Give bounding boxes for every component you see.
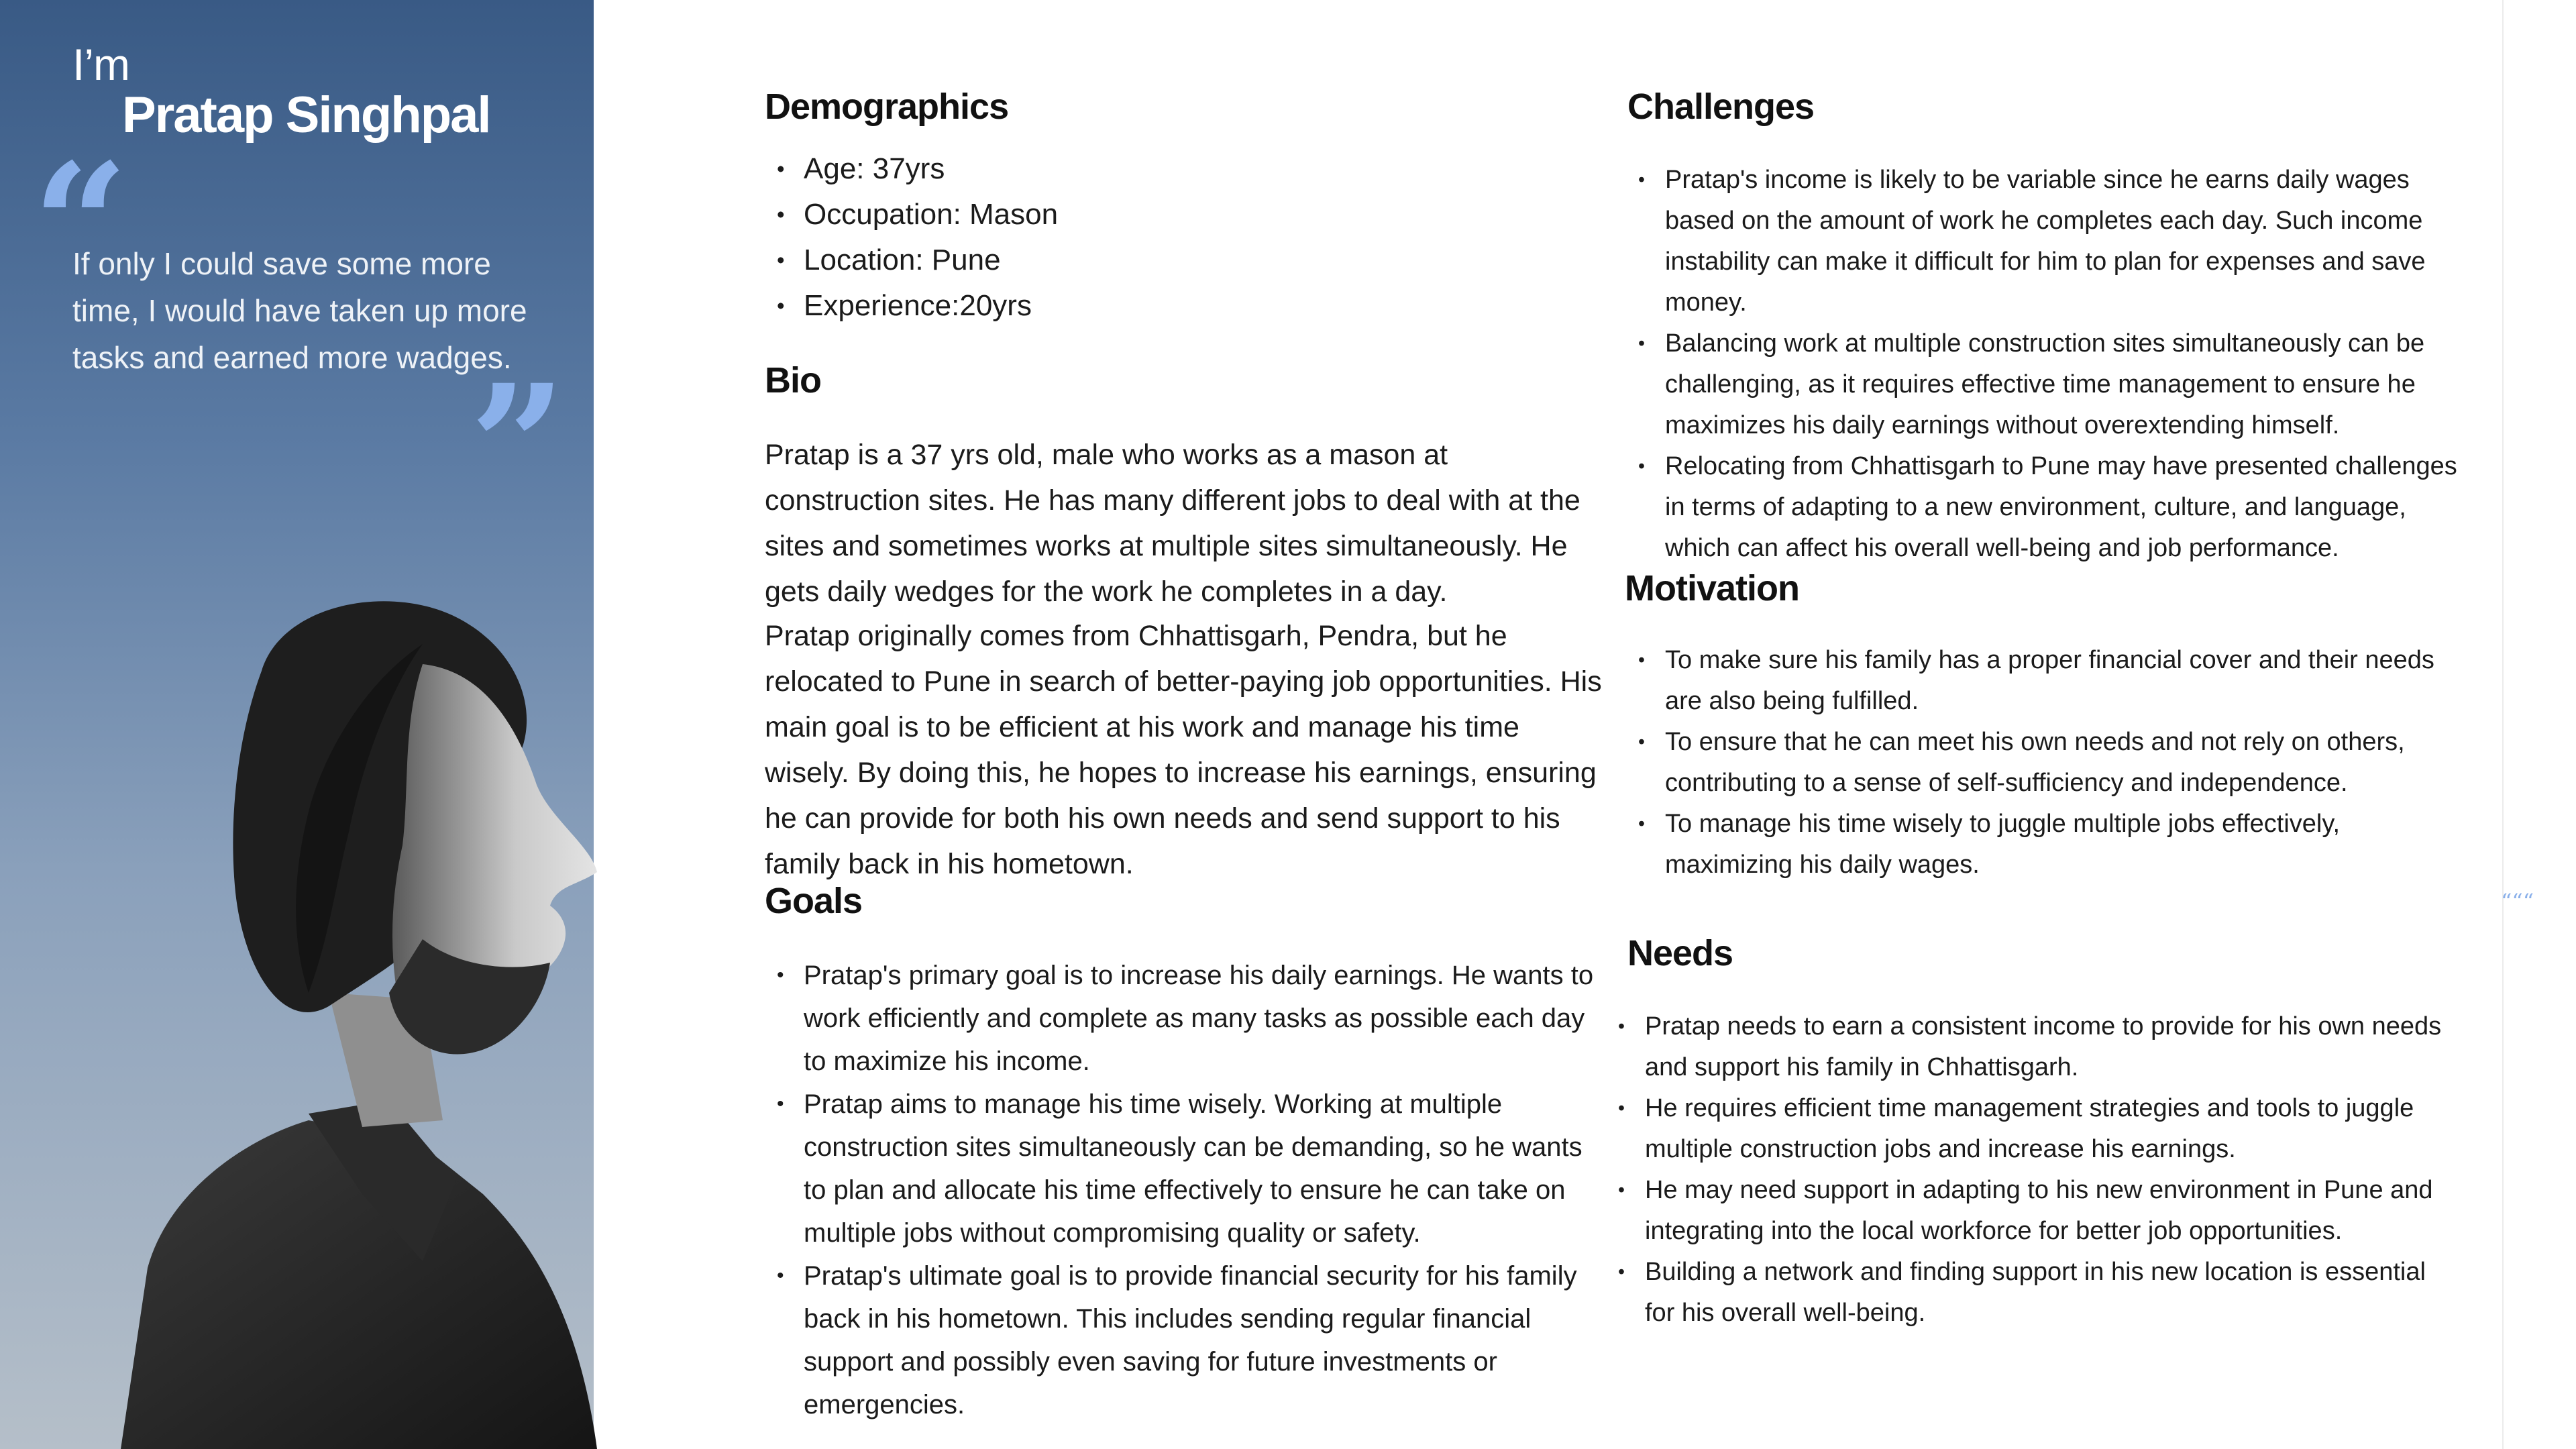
demographics-item-experience: • Experience:20yrs <box>765 283 1058 329</box>
bio-paragraph: Pratap is a 37 yrs old, male who works as a mason at construction sites. He has many different jobs to deal with at the sites and sometimes works at multiple sites simultaneously. He gets daily wedges for the work he completes in a day. <box>765 439 1580 608</box>
needs-item: • Building a network and finding support in his new location is essential for his overall well-being. <box>1606 1252 2451 1334</box>
needs-item: • He requires efficient time management strategies and tools to juggle multiple construction jobs and increase his earnings. <box>1606 1088 2451 1170</box>
motivation-item: • To manage his time wisely to juggle multiple jobs effectively, maximizing his daily wages. <box>1626 804 2458 885</box>
bio-heading: Bio <box>765 360 821 400</box>
demographics-item-age: • Age: 37yrs <box>765 146 1058 192</box>
goals-heading: Goals <box>765 881 863 921</box>
demographics-heading: Demographics <box>765 87 1009 127</box>
persona-portrait <box>107 590 751 1449</box>
needs-heading: Needs <box>1627 933 1733 973</box>
hero-intro: I’m <box>72 40 129 89</box>
needs-item: • He may need support in adapting to his new environment in Pune and integrating into the local workforce for better job opportunities. <box>1606 1170 2451 1252</box>
goals-item: • Pratap's primary goal is to increase his daily earnings. He wants to work efficiently and complete as many tasks as possible each day to maximize his income. <box>765 954 1597 1083</box>
challenges-list <box>1626 160 2458 569</box>
challenges-item: • Pratap's income is likely to be variable since he earns daily wages based on the amount of work he completes each day. Such income instability can make it difficult for him to plan for expenses and save money. <box>1626 160 2458 323</box>
demographics-item-occupation: • Occupation: Mason <box>765 192 1058 237</box>
page-edge-divider <box>2502 0 2504 1449</box>
close-quote-icon: ” <box>470 347 566 545</box>
goals-list <box>765 954 1597 1426</box>
open-quote-icon: “ <box>32 126 129 323</box>
goals-item: • Pratap's ultimate goal is to provide financial security for his family back in his hometown. This includes sending regular financial support and possibly even saving for future investments or emergencies. <box>765 1254 1597 1426</box>
needs-item: • Pratap needs to earn a consistent income to provide for his own needs and support his family in Chhattisgarh. <box>1606 1006 2451 1088</box>
persona-name: Pratap Singhpal <box>122 87 490 144</box>
goals-item: • Pratap aims to manage his time wisely. Working at multiple construction sites simultaneously can be demanding, so he wants to plan and allocate his time effectively to ensure he can take on multiple jobs without compromising quality or safety. <box>765 1083 1597 1254</box>
demographics-item-location: • Location: Pune <box>765 237 1058 283</box>
motivation-list <box>1626 640 2458 885</box>
demographics-list <box>765 146 1058 329</box>
challenges-item: • Balancing work at multiple construction sites simultaneously can be challenging, as it requires effective time management to ensure he maximizes his daily earnings without overextending himself. <box>1626 323 2458 446</box>
challenges-item: • Relocating from Chhattisgarh to Pune may have presented challenges in terms of adapting to a new environment, culture, and language, which can affect his overall well-being and job performance. <box>1626 446 2458 569</box>
edge-quote-icon: “““ <box>2501 889 2534 914</box>
motivation-item: • To make sure his family has a proper financial cover and their needs are also being fulfilled. <box>1626 640 2458 722</box>
bio-paragraph: Pratap originally comes from Chhattisgarh, Pendra, but he relocated to Pune in search of better-paying job opportunities. His main goal is to be efficient at his work and manage his time wisely. By doing this, he hopes to increase his earnings, ensuring he can provide for both his own needs and send support to his family back in his hometown. <box>765 620 1602 880</box>
needs-list <box>1606 1006 2451 1334</box>
challenges-heading: Challenges <box>1627 87 1815 127</box>
motivation-item: • To ensure that he can meet his own needs and not rely on others, contributing to a sense of self-sufficiency and independence. <box>1626 722 2458 804</box>
persona-quote: If only I could save some more time, I would have taken up more tasks and earned more wadges. <box>72 246 527 375</box>
motivation-heading: Motivation <box>1625 568 1799 608</box>
